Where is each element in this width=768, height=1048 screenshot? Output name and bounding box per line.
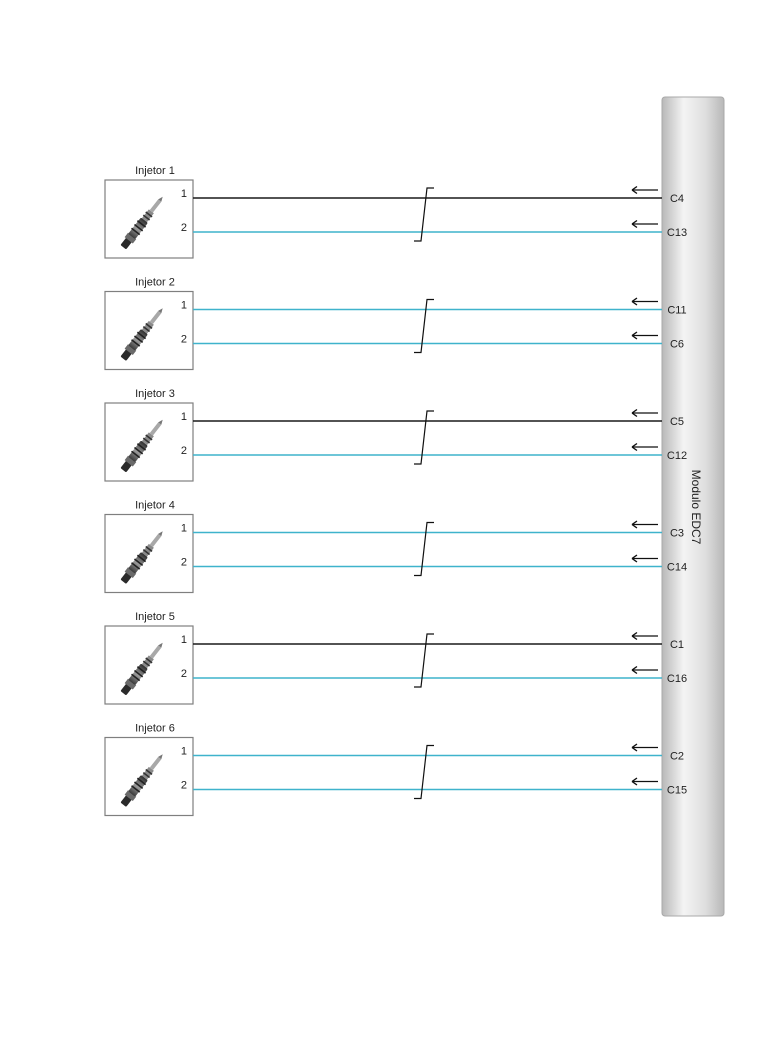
pin-number: 1 (180, 745, 187, 758)
pin-number: 2 (180, 779, 187, 792)
pin-number: 2 (180, 445, 187, 457)
arrow-left-icon (632, 667, 658, 674)
injector-label: Injetor 1 (135, 165, 175, 177)
connector-label: C5 (669, 416, 685, 428)
wire-break-symbol (414, 411, 434, 464)
connector-label: C4 (669, 193, 685, 205)
connector-label: C15 (666, 784, 688, 797)
wire-break-symbol (414, 188, 434, 241)
injector-group (105, 500, 687, 593)
connector-label: C2 (669, 750, 685, 763)
injector-label: Injetor 4 (135, 499, 175, 512)
pin-number: 2 (180, 222, 187, 234)
arrow-left-icon (632, 521, 658, 528)
injector-group (105, 611, 687, 704)
module-label: Modulo EDC7 (689, 469, 703, 545)
arrow-left-icon (632, 298, 658, 305)
pin-number: 2 (180, 333, 187, 346)
arrow-left-icon (632, 633, 658, 640)
connector-label: C16 (666, 673, 688, 685)
wire-break-symbol (414, 634, 434, 687)
injector-group (105, 165, 687, 258)
pin-number: 1 (180, 411, 187, 423)
connector-label: C12 (666, 450, 688, 462)
injector-group (105, 277, 687, 370)
injector-group (105, 388, 687, 481)
arrow-left-icon (632, 221, 658, 228)
arrow-left-icon (632, 744, 658, 751)
connector-label: C6 (669, 338, 685, 351)
pin-number: 1 (180, 634, 187, 646)
connector-label: C1 (669, 639, 685, 651)
arrow-left-icon (632, 187, 658, 194)
wire-break-symbol (414, 746, 434, 799)
arrow-left-icon (632, 555, 658, 562)
pin-number: 1 (180, 522, 187, 535)
injectors (105, 165, 687, 816)
connector-label: C3 (669, 527, 685, 540)
injector-label: Injetor 2 (135, 276, 175, 289)
injector-label: Injetor 3 (135, 388, 175, 400)
injector-group (105, 723, 687, 816)
wire-break-symbol (414, 300, 434, 353)
injector-label: Injetor 5 (135, 611, 175, 623)
arrow-left-icon (632, 410, 658, 417)
pin-number: 2 (180, 668, 187, 680)
pin-number: 1 (180, 188, 187, 200)
connector-label: C11 (667, 304, 687, 317)
arrow-left-icon (632, 778, 658, 785)
injector-label: Injetor 6 (135, 722, 175, 735)
wire-break-symbol (414, 523, 434, 576)
pin-number: 1 (180, 299, 187, 312)
arrow-left-icon (632, 332, 658, 339)
arrow-left-icon (632, 444, 658, 451)
connector-label: C14 (666, 561, 688, 574)
connector-label: C13 (666, 227, 688, 239)
pin-number: 2 (180, 556, 187, 569)
